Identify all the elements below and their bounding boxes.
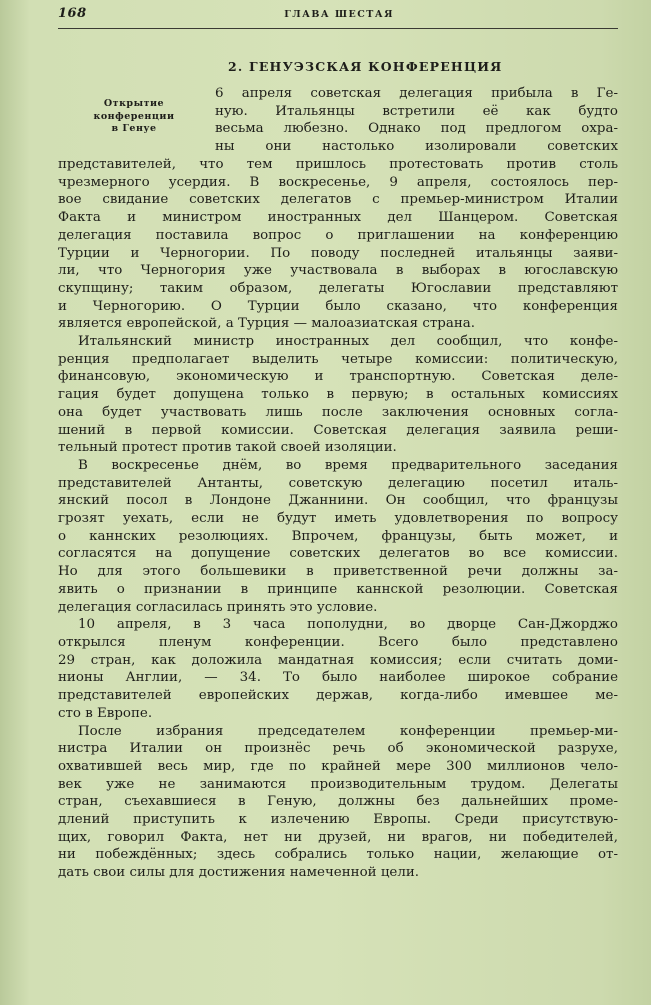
text-line: вое свидание советских делегатов с премьер-министром Италии [58, 192, 618, 208]
text-line: дать свои силы для достижения намеченной цели. [58, 865, 420, 881]
book-page [58, 6, 618, 882]
text-line: век уже не занимаются производительным трудом. Делегаты [58, 776, 618, 792]
text-line: о каннских резолюциях. Впрочем, французы, быть может, и [58, 528, 618, 544]
margin-note-line: в Генуе [111, 123, 157, 134]
margin-note [70, 98, 198, 136]
text-line: После избрания председателем конференции премьер-ми- [78, 723, 618, 739]
text-line: ни побеждённых; здесь собрались только нации, желающие от- [58, 847, 618, 863]
text-line: является европейской, а Турция — малоазиатская страна. [58, 316, 475, 332]
text-line: весьма любезно. Однако под предлогом охра- [215, 121, 618, 137]
text-line: Итальянский министр иностранных дел сообщил, что конфе- [78, 334, 618, 350]
paragraph-3 [58, 457, 618, 616]
text-line: нионы Англии, — 34. То было наиболее широкое собрание [58, 670, 618, 686]
paragraph-2 [58, 333, 618, 457]
text-line: ную. Итальянцы встретили её как будто [215, 103, 618, 119]
opening-paragraph [215, 85, 618, 156]
section-title: 2. ГЕНУЭЗСКАЯ КОНФЕРЕНЦИЯ [228, 59, 503, 74]
text-line: стран, съехавшиеся в Геную, должны без дальнейших проме- [58, 794, 618, 810]
page-number: 168 [58, 6, 87, 21]
text-line: шений в первой комиссии. Советская делегация заявила реши- [58, 422, 618, 438]
text-line: Но для этого большевики в приветственной речи должны за- [58, 564, 618, 580]
text-line: открылся пленум конференции. Всего было представлено [58, 634, 618, 650]
margin-note-line: Открытие [103, 98, 165, 109]
text-line: делегация поставила вопрос о приглашении на конференцию [58, 227, 618, 243]
text-line: делегация согласилась принять это условие. [58, 599, 378, 615]
paragraph-5 [58, 723, 618, 882]
text-line: щих, говорил Факта, нет ни друзей, ни врагов, ни победителей, [58, 829, 618, 845]
text-line: тельный протест против такой своей изоляции. [58, 440, 397, 456]
text-line: Турции и Черногории. По поводу последней итальянцы заяви- [58, 245, 618, 261]
text-line: согласятся на допущение советских делегатов во все комиссии. [58, 546, 618, 562]
text-line: она будет участвовать лишь после заключения основных согла- [58, 404, 618, 420]
page-header [58, 6, 618, 29]
text-line: сто в Европе. [58, 705, 153, 721]
text-line: Факта и министром иностранных дел Шанцером. Советская [58, 210, 618, 226]
text-line: нистра Италии он произнёс речь об экономической разрухе, [58, 741, 618, 757]
text-line: В воскресенье днём, во время предварительного заседания [78, 457, 618, 473]
margin-note-line: конференции [93, 110, 175, 122]
text-line: представителей, что тем пришлось протестовать против столь [58, 157, 618, 172]
paragraph-4 [58, 616, 618, 722]
text-line: длений приступить к излечению Европы. Среди присутствую- [58, 812, 618, 828]
text-line: 29 стран, как доложила мандатная комиссия; если считать доми- [58, 652, 618, 668]
text-line: представителей Антанты, советскую делегацию посетил италь- [58, 475, 618, 491]
text-line: явить о признании в принципе каннской резолюции. Советская [58, 581, 618, 597]
text-line: ли, что Черногория уже участвовала в выборах в югославскую [58, 263, 618, 279]
text-line: финансовую, экономическую и транспортную. Советская деле- [58, 369, 618, 385]
text-line: грозят уехать, если не будут иметь удовлетворения по вопросу [58, 511, 618, 527]
text-line: и Черногорию. О Турции было сказано, что конференция [58, 298, 618, 314]
text-line: ны они настолько изолировали советских [215, 139, 618, 155]
text-line: 10 апреля, в 3 часа пополудни, во дворце Сан-Джорджо [78, 617, 618, 633]
text-line: охватившей весь мир, где по крайней мере 300 миллионов чело- [58, 758, 618, 774]
opening-block [58, 85, 618, 155]
text-line: янский посол в Лондоне Джаннини. Он сообщил, что французы [58, 493, 618, 509]
text-line: гация будет допущена только в первую; в остальных комиссиях [58, 387, 618, 403]
text-line: скупщину; таким образом, делегаты Югославии представляют [58, 280, 618, 296]
text-line: 6 апреля советская делегация прибыла в Ге- [215, 86, 618, 101]
text-line: представителей европейских держав, когда-либо имевшее ме- [58, 688, 618, 704]
paragraph-1 [58, 156, 618, 333]
running-head: ГЛАВА ШЕСТАЯ [284, 9, 394, 20]
text-line: ренция предполагает выделить четыре комиссии: политическую, [58, 351, 618, 367]
text-line: чрезмерного усердия. В воскресенье, 9 апреля, состоялось пер- [58, 174, 618, 190]
